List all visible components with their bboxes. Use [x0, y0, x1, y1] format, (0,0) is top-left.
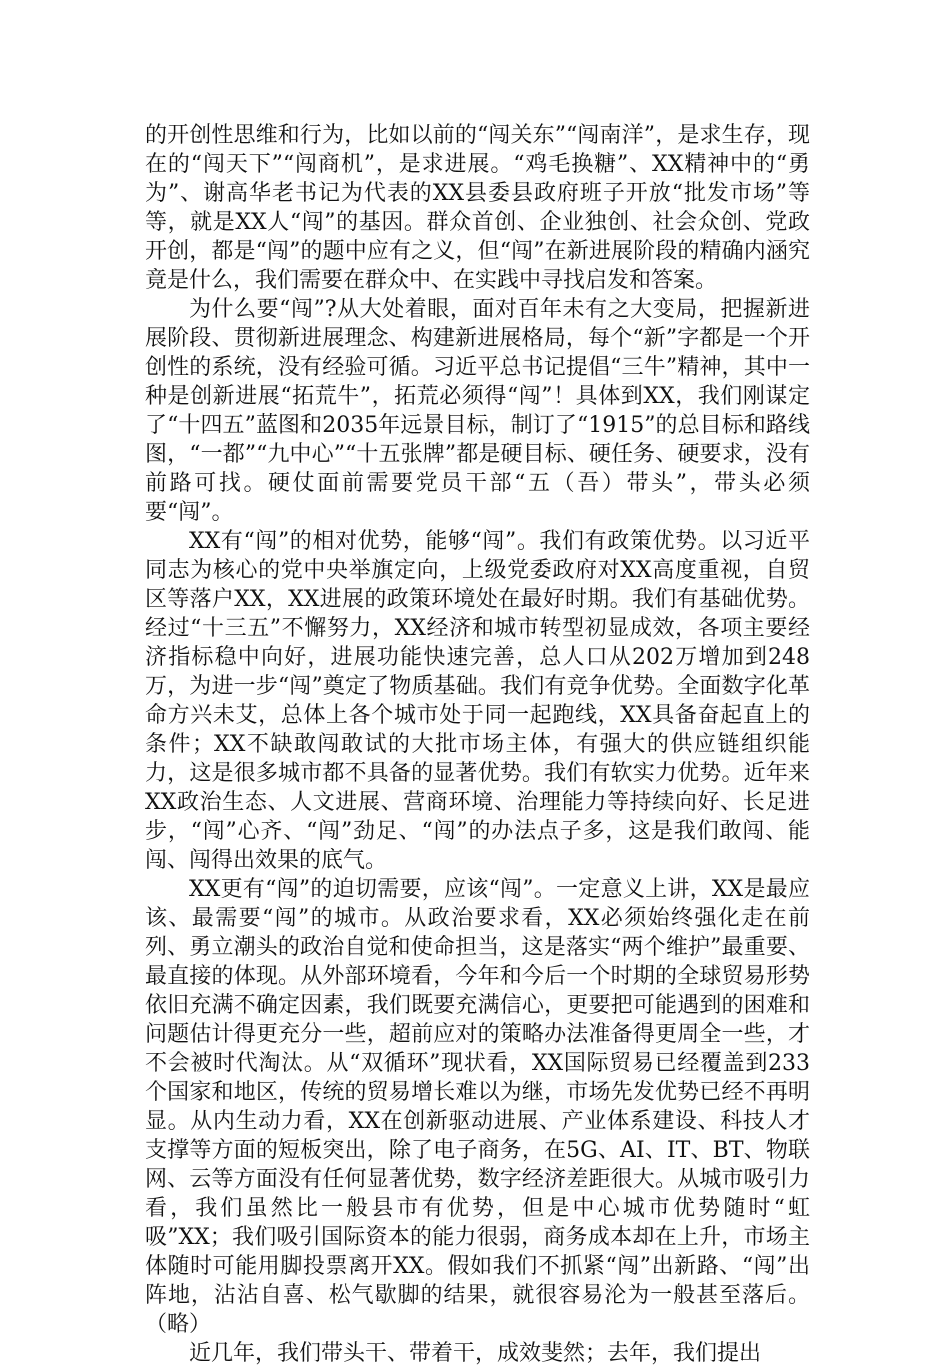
paragraph-why-chuang: 为什么要“闯”?从大处着眼，面对百年未有之大变局，把握新进展阶段、贯彻新进展理念、构建新进展格局，每个“新”字都是一个开创性的系统，没有经验可循。习近平总书记提倡“三牛”精神，其中一种是创新进展“拓荒牛”，拓荒必须得“闯”！具体到XX，我们刚谋定了“十四五”蓝图和2035年远景目标，制订了“1915”的总目标和路线图，“一都”“九中心”“十五张牌”都是硬目标、硬任务、硬要求，没有前路可找。硬仗面前需要党员干部“五（吾）带头”，带头必须要“闯”。 [145, 297, 810, 525]
paragraph-urgent-need: XX更有“闯”的迫切需要，应该“闯”。一定意义上讲，XX是最应该、最需要“闯”的城市。从政治要求看，XX必须始终强化走在前列、勇立潮头的政治自觉和使命担当，这是落实“两个维护”最重要、最直接的体现。从外部环境看，今年和今后一个时期的全球贸易形势依旧充满不确定因素，我们既要充满信心，更要把可能遇到的困难和问题估计得更充分一些，超前应对的策略办法准备得更周全一些，才不会被时代淘汰。从“双循环”现状看，XX国际贸易已经覆盖到233个国家和地区，传统的贸易增长难以为继，市场先发优势已经不再明显。从内生动力看，XX在创新驱动进展、产业体系建设、科技人才支撑等方面的短板突出，除了电子商务，在5G、AI、IT、BT、物联网、云等方面没有任何显著优势，数字经济差距很大。从城市吸引力看，我们虽然比一般县市有优势，但是中心城市优势随时“虹吸”XX；我们吸引国际资本的能力很弱，商务成本却在上升，市场主体随时可能用脚投票离开XX。假如我们不抓紧“闯”出新路、“闯”出阵地，沾沾自喜、松气歇脚的结果，就很容易沦为一般甚至落后。（略） [145, 877, 810, 1337]
paragraph-relative-advantage: XX有“闯”的相对优势，能够“闯”。我们有政策优势。以习近平同志为核心的党中央举旗定向，上级党委政府对XX高度重视，自贸区等落户XX，XX进展的政策环境处在最好时期。我们有基础优势。经过“十三五”不懈努力，XX经济和城市转型初显成效，各项主要经济指标稳中向好，进展功能快速完善，总人口从202万增加到248万，为进一步“闯”奠定了物质基础。我们有竞争优势。全面数字化革命方兴未艾，总体上各个城市处于同一起跑线，XX具备奋起直上的条件；XX不缺敢闯敢试的大批市场主体，有强大的供应链组织能力，这是很多城市都不具备的显著优势。我们有软实力优势。近年来XX政治生态、人文进展、营商环境、治理能力等持续向好、长足进步，“闯”心齐、“闯”劲足、“闯”的办法点子多，这是我们敢闯、能闯、闯得出效果的底气。 [145, 529, 810, 873]
paragraph-recent-years: 近几年，我们带头干、带着干，成效斐然；去年，我们提出 [189, 1341, 762, 1366]
paragraph-continuation: 的开创性思维和行为，比如以前的“闯关东”“闯南洋”，是求生存，现在的“闯天下”“闯商机”，是求进展。“鸡毛换糖”、XX精神中的“勇为”、谢高华老书记为代表的XX县委县政府班子开放“批发市场”等等，就是XX人“闯”的基因。群众首创、企业独创、社会众创、党政开创，都是“闯”的题中应有之义，但“闯”在新进展阶段的精确内涵究竟是什么，我们需要在群众中、在实践中寻找启发和答案。 [145, 123, 810, 293]
document-body [145, 121, 810, 1368]
